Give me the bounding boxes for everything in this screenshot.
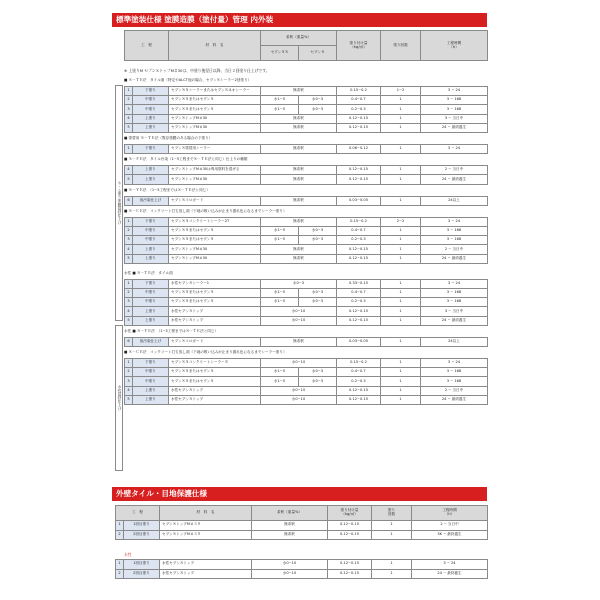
table-cell: 1 (381, 337, 421, 346)
header-coverage: 塗り付け量 （kg/㎡） (337, 31, 381, 61)
group-table (124, 86, 488, 133)
table-cell: 1 (381, 279, 421, 288)
table-cell: 仮汚染仕上げ (133, 196, 169, 205)
table-cell: 1 (381, 254, 421, 263)
table-cell: 0.12~0.15 (337, 395, 381, 404)
p-header-coats: 塗り 回数 (372, 506, 412, 521)
table-cell: 水0~3 (299, 96, 337, 105)
table-cell: 0.06~0.12 (337, 145, 381, 154)
table-cell: 0.15~0.2 (337, 217, 381, 226)
top-note: ※ 上塗りM セプンＳトップM＃30は、中塗り後翌日以降、当日２回塗り仕上げです。 (124, 68, 270, 73)
table-row (125, 254, 488, 263)
table-cell: 0.2~0.3 (337, 105, 381, 114)
table-cell: 水性セプンＳトップ (169, 395, 261, 404)
table-cell: 1回目塗り (124, 560, 160, 570)
table-cell: 上塗り (133, 307, 169, 316)
table-cell: 上塗り (133, 114, 169, 123)
table-cell: セプンＳＳまたはセプンＳ (169, 298, 261, 307)
table-cell: セプンＳコロガード (169, 196, 261, 205)
table-cell: 24以上 (421, 337, 488, 346)
table-cell: セプンＳＳコンクリートシーラー2T (169, 217, 261, 226)
table-row (125, 245, 488, 254)
table-cell: 水0~3 (299, 288, 337, 297)
table-cell: 1 (381, 307, 421, 316)
table-cell: 1 (381, 196, 421, 205)
header-dilution: 希釈（重量%） (261, 31, 337, 46)
table-cell: セプンＳＳまたはセプンＳ (169, 288, 261, 297)
table-cell: 5 (125, 395, 133, 404)
table-cell: 水1~5 (261, 298, 299, 307)
table-cell: 水1~5 (261, 288, 299, 297)
table-cell: 24 ~ 最終養生 (421, 123, 488, 132)
table-cell: 1 (381, 105, 421, 114)
table-cell: 0.12~0.15 (337, 386, 381, 395)
table-cell: 水0~10 (261, 395, 337, 404)
table-cell: 24 ~ 最終養生 (421, 254, 488, 263)
table-cell: 0.03~0.05 (337, 196, 381, 205)
table-cell: 1 (372, 521, 412, 531)
table-cell: 下塗り (133, 279, 169, 288)
table-cell: 1 (381, 386, 421, 395)
table-cell: 0.15~0.2 (337, 359, 381, 368)
table-cell: セプンＳトップM＃３０ (160, 521, 252, 531)
table-cell: 水性セプンＳトップ (169, 307, 261, 316)
table-cell: 1 (381, 316, 421, 325)
protect-table-water (115, 559, 488, 579)
table-cell: 24 ~ 最終養生 (421, 395, 488, 404)
group-label: ■ Ｓ－ＹＥ法 （1~5工程まではＳ－ＴＥ法と同じ） (124, 187, 210, 192)
table-cell: セプンＳ塗替用シーラー (169, 145, 261, 154)
table-cell: 水0~10 (261, 386, 337, 395)
table-cell: 1 (381, 123, 421, 132)
table-cell: 3 ~ 24 (421, 87, 488, 96)
table-row (125, 279, 488, 288)
table-row (125, 114, 488, 123)
table-cell: セプンＳトップM＃30 (169, 254, 261, 263)
table-cell: 0.33~0.15 (337, 279, 381, 288)
table-cell: 無希釈 (261, 337, 337, 346)
table-cell: 水1~5 (261, 96, 299, 105)
table-cell: 1 (381, 96, 421, 105)
table-cell: 1 (381, 114, 421, 123)
table-cell: 1 (381, 288, 421, 297)
header-process: 工 程 (125, 31, 169, 61)
table-cell: 4 (125, 307, 133, 316)
table-cell: 3 ~ 24 (412, 560, 488, 570)
table-cell: 1 (116, 521, 124, 531)
table-cell: 1 (381, 377, 421, 386)
table-cell: 3 ~ 24 (421, 359, 488, 368)
table-cell: 0.4~0.7 (337, 226, 381, 235)
table-cell: 水0~10 (252, 560, 328, 570)
header-material: 材 料 名 (169, 31, 261, 61)
table-cell: 0.12~0.15 (328, 521, 372, 531)
table-cell: 3 ~ 168 (421, 226, 488, 235)
table-cell: 1 (125, 359, 133, 368)
table-cell: セプンＳＳまたはセプンＳ (169, 105, 261, 114)
table-cell: 0.12~0.15 (337, 316, 381, 325)
group-table (124, 279, 488, 326)
table-cell: 1 (381, 226, 421, 235)
table-cell: セプンＳコロガード (169, 337, 261, 346)
table-cell: セプンＳＳまたはセプンＳ (169, 226, 261, 235)
table-cell: 水1~5 (261, 236, 299, 245)
table-cell: 下塗り (133, 359, 169, 368)
group-table (124, 217, 488, 264)
table-row (125, 226, 488, 235)
group-table (124, 196, 488, 206)
table-cell: 1 (125, 145, 133, 154)
table-row (125, 337, 488, 346)
p-header-material: 材 料 名 (160, 506, 252, 521)
table-cell: 2 ~ 当日中 (421, 386, 488, 395)
table-cell: セプンＳトップM＃30 (169, 123, 261, 132)
p-header-coverage: 塗り付け量 （kg/㎡） (328, 506, 372, 521)
table-cell: 無希釈 (261, 196, 337, 205)
table-cell: 2 (125, 96, 133, 105)
table-cell: 1 (381, 175, 421, 184)
header-dilution-s: セプンＳ (299, 46, 337, 61)
table-cell: 0.2~0.3 (337, 377, 381, 386)
table-cell: 24 ~ 最終養生 (412, 569, 488, 579)
section2-title: 外壁タイル・目地保護仕様 (112, 487, 487, 501)
table-cell: 水1~5 (261, 226, 299, 235)
table-cell: 上塗り (133, 254, 169, 263)
table-cell: セプンＳＳまたはセプンＳ (169, 236, 261, 245)
table-cell: セプンＳトップM＃30は専用塗料を混ぜる (169, 166, 261, 175)
table-cell: セプンＳＳまたはセプンＳ (169, 377, 261, 386)
table-cell: 無希釈 (261, 166, 337, 175)
table-row (116, 530, 488, 540)
table-row (125, 316, 488, 325)
table-cell: セプンＳＳシーラーまたはセプンＳネオシーラー (169, 87, 261, 96)
table-cell: 24 ~ 最終養生 (421, 316, 488, 325)
table-cell: 3 ~ 168 (421, 288, 488, 297)
p-header-dilution: 希釈（重量%） (252, 506, 328, 521)
table-row (125, 166, 488, 175)
side-label-solvent: ホ・ム塗り塗膜基材仕上げ (115, 85, 123, 321)
table-cell: 2 (116, 569, 124, 579)
table-cell: 3 (125, 236, 133, 245)
table-cell: 1 (125, 279, 133, 288)
table-cell: 3 ~ 168 (421, 236, 488, 245)
table-cell: 3 (125, 377, 133, 386)
table-cell: 1 (372, 560, 412, 570)
table-row (125, 123, 488, 132)
group-label: ■ Ｓ－ＦＥ法 タイル汚染（1~5工程までＳ－ＴＥ法と同じ）仕上りの種類 (124, 157, 248, 162)
table-row (125, 395, 488, 404)
table-row (125, 288, 488, 297)
table-cell: 24以上 (421, 196, 488, 205)
table-cell: 水0~3 (299, 377, 337, 386)
table-cell: 2回目塗り (124, 530, 160, 540)
table-cell: 4 (125, 245, 133, 254)
table-cell: セプンＳＳまたはセプンＳ (169, 368, 261, 377)
table-cell: 水0~3 (299, 226, 337, 235)
table-cell: セプンＳトップM＃30 (169, 175, 261, 184)
table-cell: 3 ~ 168 (421, 368, 488, 377)
table-cell: セプンＳＳまたはセプンＳ (169, 96, 261, 105)
table-cell: 下塗り (133, 87, 169, 96)
table-cell: 水0~3 (261, 279, 337, 288)
table-cell: 1 (381, 166, 421, 175)
table-cell: 無希釈 (261, 87, 337, 96)
table-cell: 仮汚染仕上げ (133, 337, 169, 346)
table-cell: 水0~3 (299, 368, 337, 377)
table-cell: 1 (381, 368, 421, 377)
table-cell: 0.03~0.05 (337, 337, 381, 346)
table-cell: 1 (381, 395, 421, 404)
table-cell: 水0~3 (299, 236, 337, 245)
table-cell: 中塗り (133, 226, 169, 235)
table-cell: 水性セプンＳトップ (160, 569, 252, 579)
table-cell: 0.12~0.15 (337, 245, 381, 254)
table-cell: 5 (125, 254, 133, 263)
table-cell: 水0~3 (299, 105, 337, 114)
table-row (125, 386, 488, 395)
table-cell: 上塗り (133, 123, 169, 132)
table-cell: 6 (125, 337, 133, 346)
table-cell: 無希釈 (261, 145, 337, 154)
table-cell: 上塗り (133, 175, 169, 184)
table-row (125, 196, 488, 205)
table-cell: 4 (125, 114, 133, 123)
table-cell: 1 (381, 298, 421, 307)
table-row (125, 236, 488, 245)
table-cell: 水0~3 (299, 298, 337, 307)
group-label: ■ Ｓ－ＴＥ法 タイル面（特定やALCT他の場合、セプンＳシーラー2回塗り） (124, 78, 252, 82)
table-row (116, 560, 488, 570)
table-row (125, 105, 488, 114)
table-cell: 3 (125, 298, 133, 307)
header-dilution-ss: セプンＳＳ (261, 46, 299, 61)
table-row (125, 87, 488, 96)
table-cell: 下塗り (133, 145, 169, 154)
table-cell: 0.2~0.3 (337, 298, 381, 307)
table-cell: 0.12~0.15 (337, 175, 381, 184)
table-cell: 2 (125, 226, 133, 235)
group-label: 水性 ■ Ｓ－ＴＥ法 タイル面 (124, 270, 173, 275)
table-cell: 1 (381, 145, 421, 154)
table-cell: 2 ~ 当日中 (421, 245, 488, 254)
table-cell: 5 (125, 123, 133, 132)
table-cell: 0.12~0.15 (328, 530, 372, 540)
table-cell: 24 ~ 最終養生 (421, 175, 488, 184)
table-cell: 0.12~0.15 (337, 166, 381, 175)
table-cell: 無希釈 (261, 217, 337, 226)
table-cell: 水1~5 (261, 105, 299, 114)
table-cell: 水性セプンＳトップ (160, 560, 252, 570)
table-cell: 3 (125, 105, 133, 114)
table-cell: 1 (116, 560, 124, 570)
table-cell: 無希釈 (252, 521, 328, 531)
table-cell: 水1~5 (261, 377, 299, 386)
table-cell: 3 ~ 24 (421, 279, 488, 288)
table-cell: 5 (125, 175, 133, 184)
water-label: 水性 (124, 552, 132, 557)
group-label: ■ Ｓ－ＣＥ法 コンクリート打ち放し面（下地の吸い込みが止まり濡れ色になるまでシーラー塗り） (124, 208, 287, 213)
table-row (125, 359, 488, 368)
table-cell: 上塗り (133, 245, 169, 254)
table-cell: 1 (381, 359, 421, 368)
table-row (125, 96, 488, 105)
table-cell: 2 ~ 当日中 (412, 521, 488, 531)
table-cell: 3K ~ 最終養生 (412, 530, 488, 540)
group-label: ■ Ｓ－ＣＥ法 コンクリート打ち放し面（下地の吸い込みが止まり濡れ色になるまでシーラー塗り） (124, 350, 287, 354)
table-cell: 3 ~ 168 (421, 105, 488, 114)
table-cell: 0.4~0.7 (337, 288, 381, 297)
table-cell: 1 (125, 217, 133, 226)
table-cell: 1 (381, 245, 421, 254)
table-cell: 0.15~0.2 (337, 87, 381, 96)
table-cell: 上塗り (133, 395, 169, 404)
table-row (116, 521, 488, 531)
table-cell: 0.2~0.3 (337, 236, 381, 245)
table-cell: 3 ~ 168 (421, 377, 488, 386)
table-row (125, 377, 488, 386)
table-cell: 2~2 (381, 217, 421, 226)
table-cell: 2回目塗り (124, 569, 160, 579)
table-cell: 3 ~ 当日中 (421, 114, 488, 123)
section1-title: 標準塗装仕様 塗膜造膜（塗付量）管理 内外装 (112, 13, 487, 27)
table-cell: 1 (372, 569, 412, 579)
table-cell: 3 ~ 168 (421, 96, 488, 105)
table-cell: 1~2 (381, 87, 421, 96)
header-coats: 塗り回数 (381, 31, 421, 61)
table-cell: 上塗り (133, 316, 169, 325)
table-row (125, 217, 488, 226)
spec-table-header (124, 30, 488, 61)
table-cell: セプンＳトップM＃30 (169, 114, 261, 123)
table-cell: 1 (381, 236, 421, 245)
table-cell: 無希釈 (261, 123, 337, 132)
table-cell: 上塗り (133, 166, 169, 175)
table-cell: 水1~5 (261, 368, 299, 377)
table-cell: 無希釈 (261, 245, 337, 254)
p-header-interval: 工程時間 （h） (412, 506, 488, 521)
table-cell: 0.12~0.15 (328, 560, 372, 570)
table-row (125, 298, 488, 307)
table-cell: 3 ~ 24 (421, 217, 488, 226)
group-table (124, 358, 488, 405)
table-cell: 3 ~ 当日中 (421, 307, 488, 316)
table-cell: 4 (125, 386, 133, 395)
table-cell: 0.12~0.15 (337, 123, 381, 132)
table-cell: 2 (125, 368, 133, 377)
table-row (125, 307, 488, 316)
table-row (125, 368, 488, 377)
table-cell: 無希釈 (261, 175, 337, 184)
table-cell: セプンＳトップM＃30 (169, 245, 261, 254)
table-cell: 中塗り (133, 236, 169, 245)
table-cell: 中塗り (133, 377, 169, 386)
table-cell: 5 (125, 316, 133, 325)
protect-table (115, 505, 488, 540)
header-interval: 工程時間 （h） (421, 31, 488, 61)
table-cell: 3 ~ 24 (421, 145, 488, 154)
table-cell: 水0~10 (261, 359, 337, 368)
table-cell: 0.4~0.7 (337, 96, 381, 105)
table-row (125, 145, 488, 154)
p-header-process: 工 程 (116, 506, 160, 521)
table-cell: 1回目塗り (124, 521, 160, 531)
table-cell: 中塗り (133, 368, 169, 377)
table-cell: 水性セプンＳトップ (169, 386, 261, 395)
table-cell: 水0~10 (252, 569, 328, 579)
table-cell: 水0~10 (261, 307, 337, 316)
table-cell: 2 ~ 当日中 (421, 166, 488, 175)
table-cell: 0.12~0.15 (328, 569, 372, 579)
table-cell: 2 (125, 288, 133, 297)
table-row (116, 569, 488, 579)
table-row (125, 175, 488, 184)
group-table (124, 165, 488, 184)
table-cell: セプンＳトップM＃３０ (160, 530, 252, 540)
table-cell: 2 (116, 530, 124, 540)
table-cell: 中塗り (133, 298, 169, 307)
table-cell: 中塗り (133, 96, 169, 105)
table-cell: 水性セプンＳシーラー1 (169, 279, 261, 288)
table-cell: 水0~10 (261, 316, 337, 325)
table-cell: 無希釈 (261, 254, 337, 263)
table-cell: 上塗り (133, 386, 169, 395)
table-cell: 1 (372, 530, 412, 540)
table-cell: 4 (125, 166, 133, 175)
table-cell: 無希釈 (261, 114, 337, 123)
table-cell: 0.12~0.15 (337, 254, 381, 263)
table-cell: 無希釈 (252, 530, 328, 540)
side-label-water: 水性基材仕上げ (115, 325, 123, 471)
table-cell: 0.12~0.15 (337, 307, 381, 316)
table-cell: 3 ~ 168 (421, 298, 488, 307)
group-label: 水性 ■ Ｓ－ＹＥ法 （1~5工程まではＳ－ＴＥ法と同じ） (124, 328, 219, 333)
table-cell: セプンＳＳコンクリートシーラーＥ (169, 359, 261, 368)
table-cell: 1 (125, 87, 133, 96)
group-table (124, 337, 488, 347)
group-table (124, 144, 488, 154)
table-cell: 6 (125, 196, 133, 205)
table-cell: 中塗り (133, 105, 169, 114)
table-cell: 0.12~0.15 (337, 114, 381, 123)
group-label: ■ 塗替用 Ｓ－ＴＥ法（既存塗膜のある場合の下塗り） (124, 136, 213, 140)
table-cell: 水性セプンＳトップ (169, 316, 261, 325)
table-cell: 下塗り (133, 217, 169, 226)
table-cell: 中塗り (133, 288, 169, 297)
table-cell: 0.4~0.7 (337, 368, 381, 377)
